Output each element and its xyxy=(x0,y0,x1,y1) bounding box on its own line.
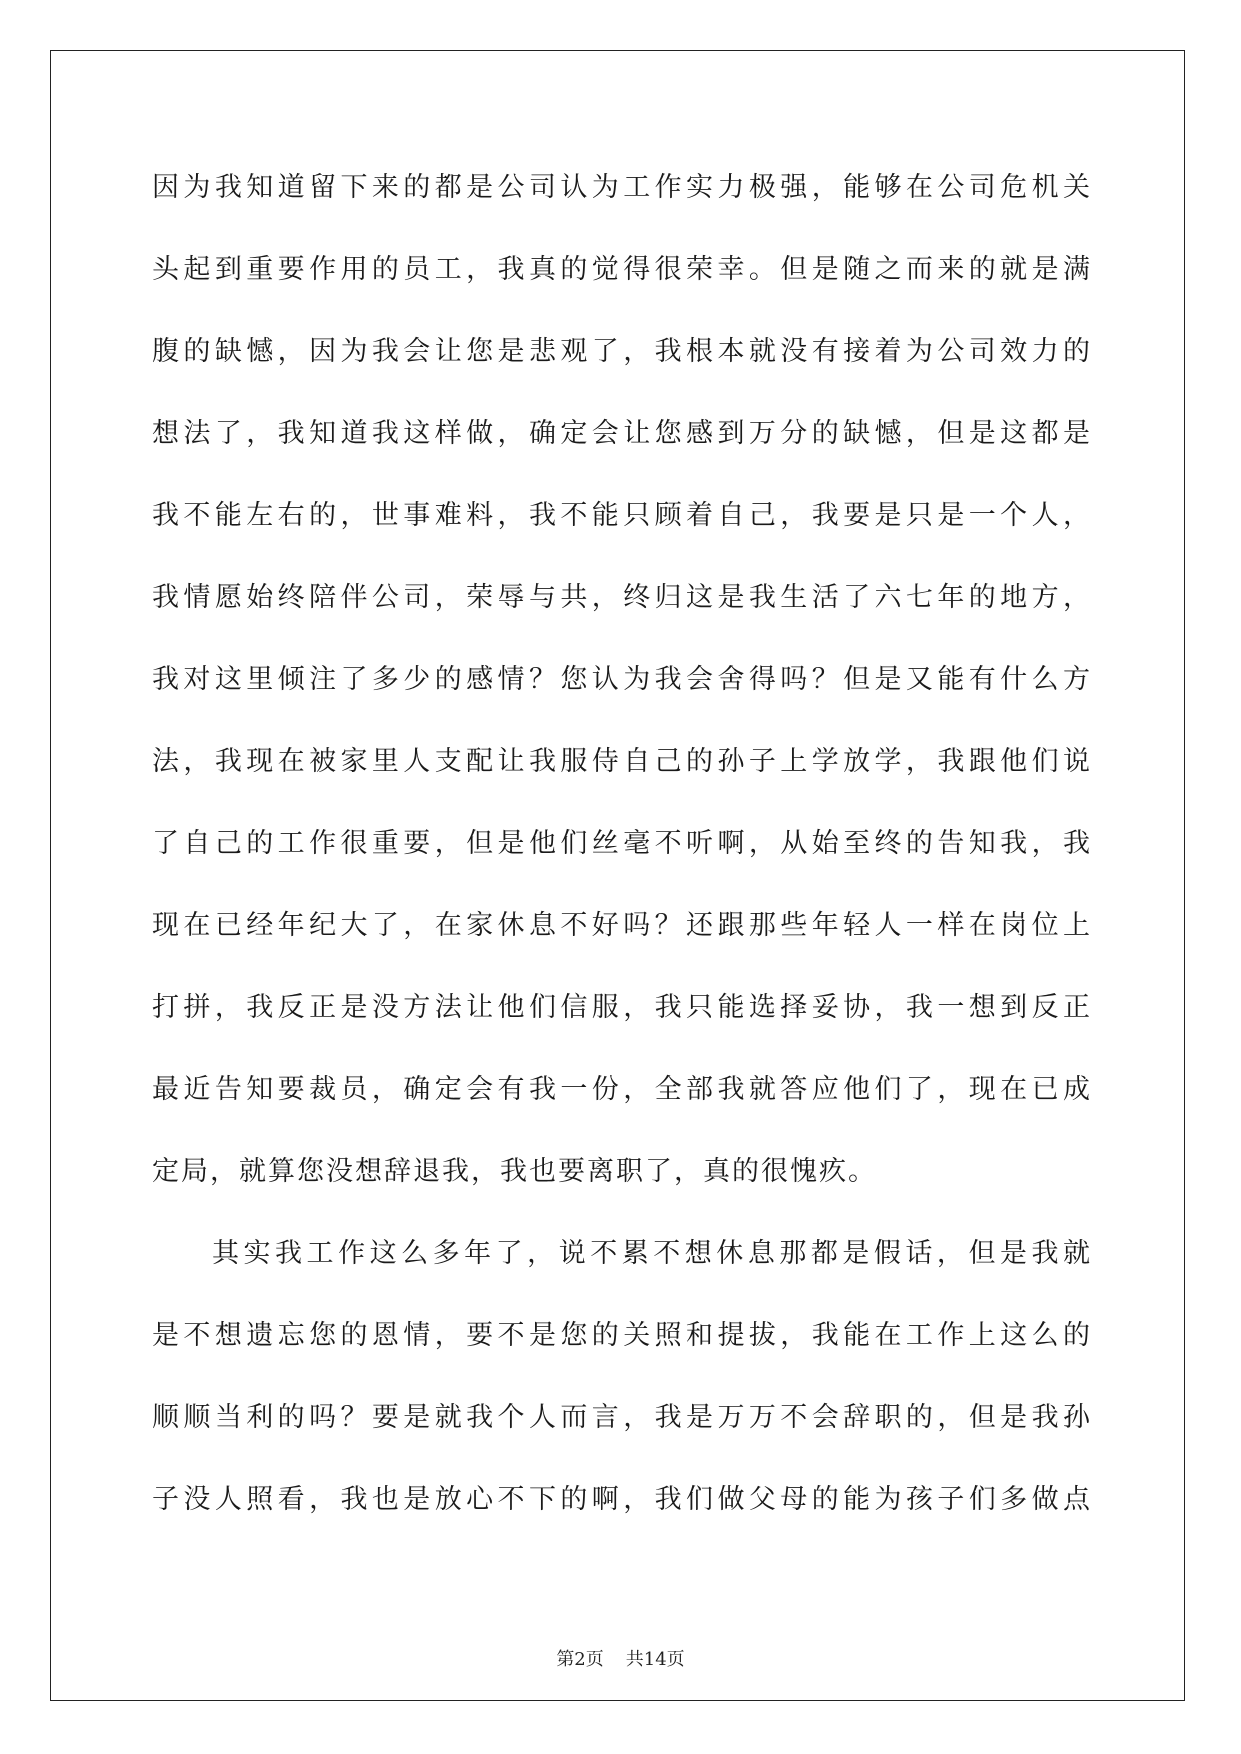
text-line-paragraph-end: 定局，就算您没想辞退我，我也要离职了，真的很愧疚。 xyxy=(152,1156,877,1187)
text-line: 顺顺当利的吗？要是就我个人而言，我是万万不会辞职的，但是我孙 xyxy=(152,1402,1092,1433)
text-line-paragraph-start: 其实我工作这么多年了，说不累不想休息那都是假话，但是我就 xyxy=(212,1238,1092,1269)
text-line: 我不能左右的，世事难料，我不能只顾着自己，我要是只是一个人， xyxy=(152,500,1092,531)
text-line: 打拼，我反正是没方法让他们信服，我只能选择妥协，我一想到反正 xyxy=(152,992,1092,1023)
text-line: 了自己的工作很重要，但是他们丝毫不听啊，从始至终的告知我，我 xyxy=(152,828,1092,859)
text-line: 因为我知道留下来的都是公司认为工作实力极强，能够在公司危机关 xyxy=(152,172,1092,203)
text-line: 我情愿始终陪伴公司，荣辱与共，终归这是我生活了六七年的地方， xyxy=(152,582,1092,613)
text-line: 我对这里倾注了多少的感情？您认为我会舍得吗？但是又能有什么方 xyxy=(152,664,1092,695)
text-line: 法，我现在被家里人支配让我服侍自己的孙子上学放学，我跟他们说 xyxy=(152,746,1092,777)
page-footer xyxy=(0,1645,1241,1671)
text-line: 最近告知要裁员，确定会有我一份，全部我就答应他们了，现在已成 xyxy=(152,1074,1092,1105)
total-pages: 共14页 xyxy=(625,1649,685,1670)
text-line: 现在已经年纪大了，在家休息不好吗？还跟那些年轻人一样在岗位上 xyxy=(152,910,1092,941)
text-line: 子没人照看，我也是放心不下的啊，我们做父母的能为孩子们多做点 xyxy=(152,1484,1092,1515)
text-line: 头起到重要作用的员工，我真的觉得很荣幸。但是随之而来的就是满 xyxy=(152,254,1092,285)
text-line: 想法了，我知道我这样做，确定会让您感到万分的缺憾，但是这都是 xyxy=(152,418,1092,449)
text-line: 是不想遗忘您的恩情，要不是您的关照和提拔，我能在工作上这么的 xyxy=(152,1320,1092,1351)
document-body xyxy=(152,163,1092,1557)
page-number: 第2页 xyxy=(556,1649,604,1670)
text-line: 腹的缺憾，因为我会让您是悲观了，我根本就没有接着为公司效力的 xyxy=(152,336,1092,367)
